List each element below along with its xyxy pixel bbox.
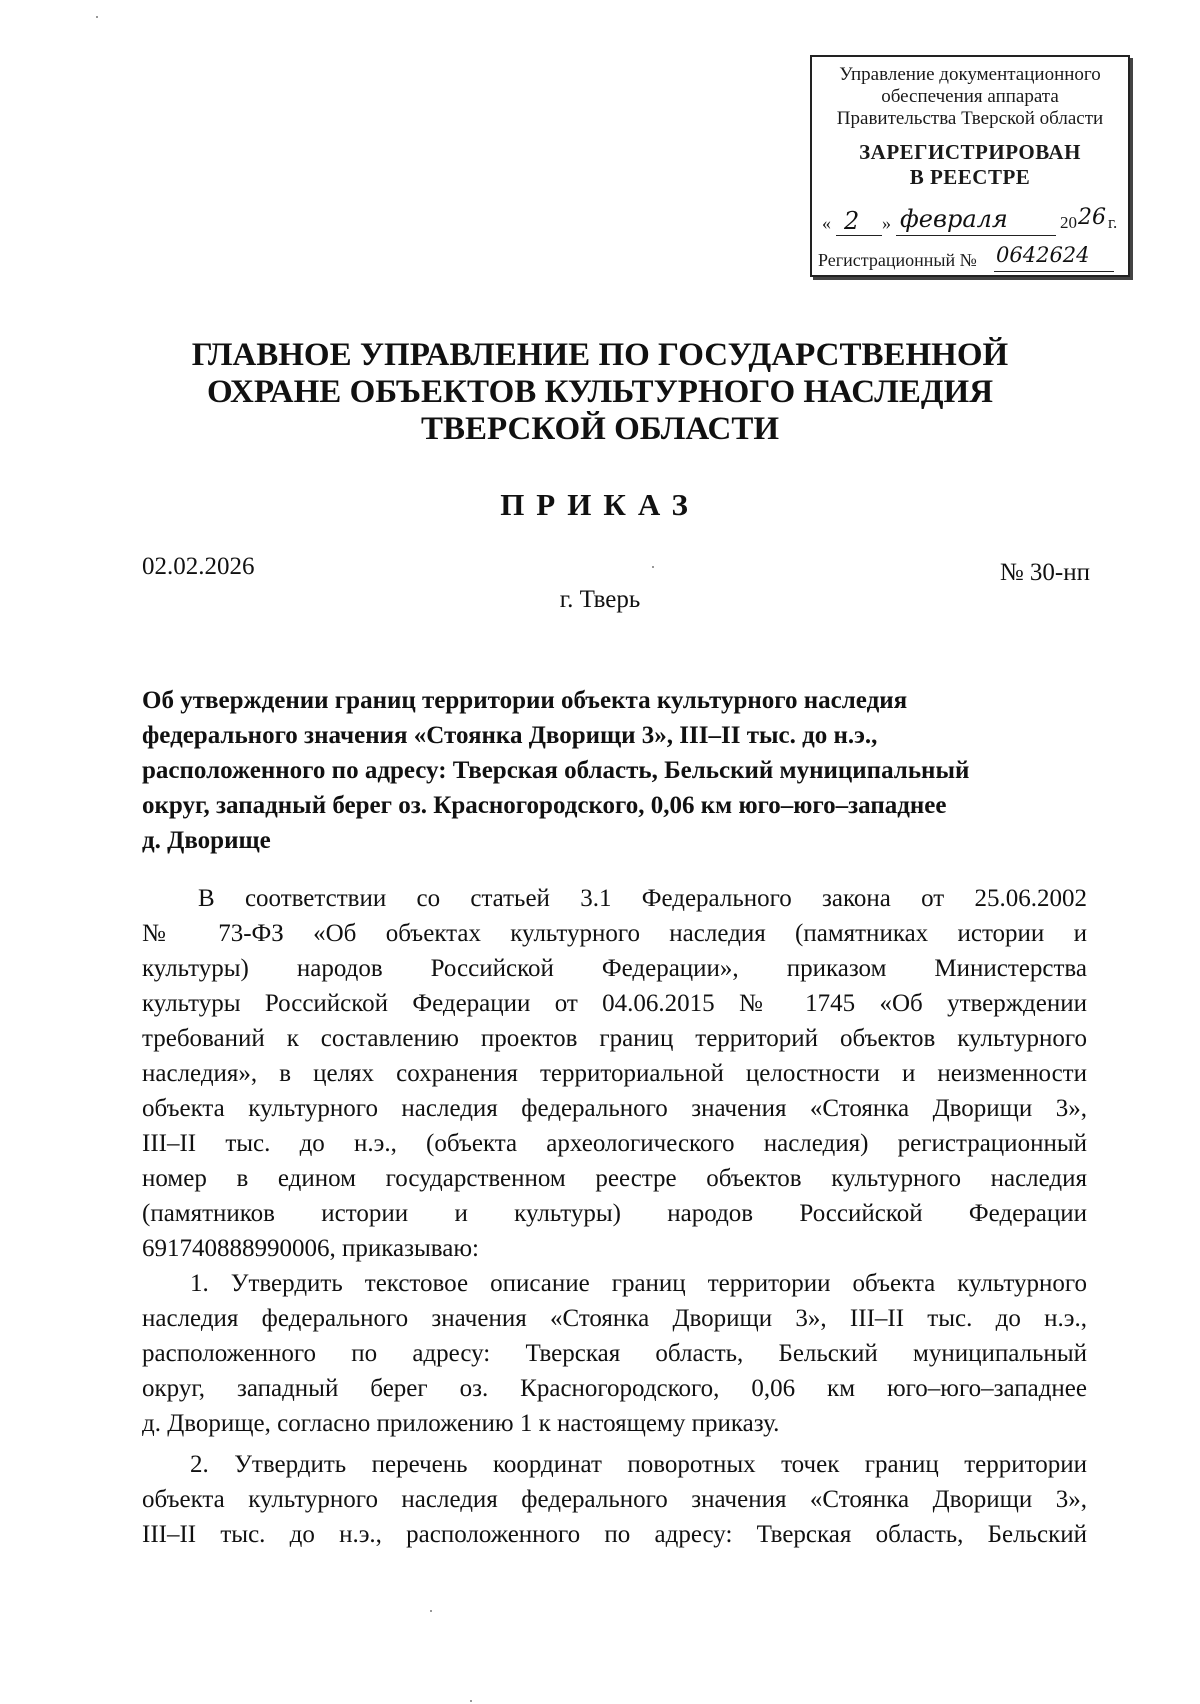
body-line: В соответствии со статьей 3.1 Федерального закона от 25.06.2002 — [198, 885, 1087, 912]
order-body — [142, 881, 1087, 1552]
order-number: № 30-нп — [999, 559, 1090, 586]
stamp-number-line — [818, 245, 1124, 273]
preamble-paragraph — [142, 881, 1087, 1266]
stamp-day-handwritten: 2 — [844, 207, 860, 235]
body-line: наследия», в целях сохранения территориальной целостности и неизменности — [142, 1060, 1087, 1087]
subject-line: расположенного по адресу: Тверская область, Бельский муниципальный — [142, 757, 970, 784]
stamp-year-handwritten: 26 — [1078, 205, 1106, 230]
body-line: культуры) народов Российской Федерации», приказом Министерства — [142, 955, 1087, 982]
body-line: номер в едином государственном реестре объектов культурного наследия — [142, 1165, 1087, 1192]
agency-heading-line: ОХРАНЕ ОБЪЕКТОВ КУЛЬТУРНОГО НАСЛЕДИЯ — [206, 374, 994, 410]
body-line: объекта культурного наследия федерального значения «Стоянка Дворищи 3», — [142, 1486, 1087, 1513]
body-line: 2. Утвердить перечень координат поворотных точек границ территории — [190, 1451, 1087, 1478]
stamp-registered-line: В РЕЕСТРЕ — [909, 165, 1031, 189]
subject-line: округ, западный берег оз. Красногородского, 0,06 км юго–юго–западнее — [142, 792, 947, 819]
stamp-month-handwritten: февраля — [900, 205, 1008, 233]
body-line: культуры Российской Федерации от 04.06.2015 № 1745 «Об утверждении — [142, 990, 1087, 1017]
stamp-number-underline — [994, 271, 1114, 272]
stamp-date-line — [820, 205, 1120, 239]
body-line: д. Дворище, согласно приложению 1 к настоящему приказу. — [142, 1410, 780, 1437]
body-line: объекта культурного наследия федерального значения «Стоянка Дворищи 3», — [142, 1095, 1087, 1122]
subject-line: Об утверждении границ территории объекта культурного наследия — [142, 687, 908, 714]
body-line: (памятников истории и культуры) народов Российской Федерации — [142, 1200, 1087, 1227]
agency-heading-line: ТВЕРСКОЙ ОБЛАСТИ — [420, 411, 780, 447]
subject-line: д. Дворище — [142, 827, 271, 854]
stamp-reg-label: Регистрационный № — [818, 250, 977, 270]
body-line: округ, западный берег оз. Красногородского, 0,06 км юго–юго–западнее — [142, 1375, 1087, 1402]
item-1-paragraph — [142, 1266, 1087, 1441]
body-line: 691740888990006, приказываю: — [142, 1235, 479, 1262]
registration-stamp — [810, 55, 1130, 277]
stamp-org-line: обеспечения аппарата — [881, 86, 1059, 107]
stamp-quote-close: » — [882, 213, 891, 233]
body-line: 1. Утвердить текстовое описание границ территории объекта культурного — [190, 1270, 1087, 1297]
stamp-year-prefix: 20 — [1060, 213, 1077, 232]
stamp-year-unit: г. — [1108, 213, 1118, 232]
stamp-day-underline — [836, 235, 882, 236]
stamp-organization — [812, 64, 1128, 130]
scan-speck — [430, 1610, 432, 1612]
stamp-reg-number-handwritten: 0642624 — [996, 243, 1090, 267]
stamp-org-line: Управление документационного — [839, 64, 1101, 85]
order-city: г. Тверь — [559, 586, 641, 613]
body-line: расположенного по адресу: Тверская область, Бельский муниципальный — [142, 1340, 1087, 1367]
stamp-registered-line: ЗАРЕГИСТРИРОВАН — [859, 140, 1081, 164]
order-title: ПРИКАЗ — [500, 487, 700, 522]
body-line: требований к составлению проектов границ территорий объектов культурного — [142, 1025, 1087, 1052]
body-line: № 73-ФЗ «Об объектах культурного наследия (памятниках истории и — [142, 920, 1087, 947]
scan-speck — [96, 16, 98, 18]
subject-line: федерального значения «Стоянка Дворищи 3», III–II тыс. до н.э., — [142, 722, 878, 749]
body-line: наследия федерального значения «Стоянка Дворищи 3», III–II тыс. до н.э., — [142, 1305, 1087, 1332]
order-date: 02.02.2026 — [142, 553, 255, 580]
stamp-org-line: Правительства Тверской области — [836, 108, 1104, 129]
scan-speck — [470, 1700, 472, 1702]
agency-heading — [100, 337, 1100, 448]
body-line: III–II тыс. до н.э., (объекта археологического наследия) регистрационный — [142, 1130, 1087, 1157]
scan-speck — [652, 566, 654, 568]
stamp-registered — [812, 140, 1128, 190]
stamp-quote-open: « — [822, 213, 831, 233]
body-line: III–II тыс. до н.э., расположенного по адресу: Тверская область, Бельский — [142, 1521, 1087, 1548]
item-2-paragraph — [142, 1447, 1087, 1552]
order-subject — [142, 683, 1092, 858]
stamp-month-underline — [896, 235, 1056, 236]
agency-heading-line: ГЛАВНОЕ УПРАВЛЕНИЕ ПО ГОСУДАРСТВЕННОЙ — [191, 337, 1009, 373]
